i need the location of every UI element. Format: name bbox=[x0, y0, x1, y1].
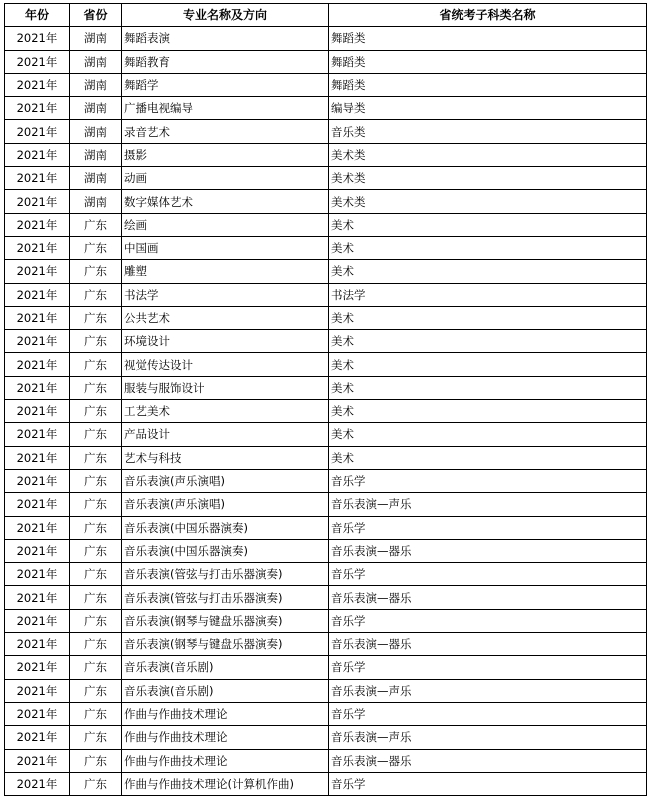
category-cell: 美术 bbox=[329, 446, 647, 469]
table-row bbox=[5, 97, 647, 120]
table-row bbox=[5, 493, 647, 516]
province-cell: 广东 bbox=[70, 283, 122, 306]
year-cell: 2021年 bbox=[5, 236, 70, 259]
table-row bbox=[5, 516, 647, 539]
major-cell: 音乐表演(管弦与打击乐器演奏) bbox=[122, 563, 329, 586]
category-cell: 音乐表演—声乐 bbox=[329, 493, 647, 516]
table-row bbox=[5, 283, 647, 306]
category-cell: 音乐学 bbox=[329, 772, 647, 795]
year-cell: 2021年 bbox=[5, 283, 70, 306]
category-cell: 美术 bbox=[329, 236, 647, 259]
major-cell: 音乐表演(管弦与打击乐器演奏) bbox=[122, 586, 329, 609]
category-cell: 音乐表演—器乐 bbox=[329, 539, 647, 562]
major-cell: 雕塑 bbox=[122, 260, 329, 283]
major-cell: 公共艺术 bbox=[122, 306, 329, 329]
category-cell: 音乐类 bbox=[329, 120, 647, 143]
major-cell: 舞蹈表演 bbox=[122, 27, 329, 50]
category-cell: 音乐学 bbox=[329, 702, 647, 725]
province-cell: 广东 bbox=[70, 330, 122, 353]
table-row bbox=[5, 73, 647, 96]
category-cell: 音乐表演—声乐 bbox=[329, 726, 647, 749]
province-cell: 广东 bbox=[70, 679, 122, 702]
province-cell: 广东 bbox=[70, 563, 122, 586]
category-cell: 音乐学 bbox=[329, 656, 647, 679]
year-cell: 2021年 bbox=[5, 353, 70, 376]
table-row bbox=[5, 143, 647, 166]
major-cell: 作曲与作曲技术理论(计算机作曲) bbox=[122, 772, 329, 795]
province-cell: 广东 bbox=[70, 702, 122, 725]
major-cell: 书法学 bbox=[122, 283, 329, 306]
category-cell: 美术 bbox=[329, 376, 647, 399]
province-cell: 广东 bbox=[70, 656, 122, 679]
major-cell: 舞蹈学 bbox=[122, 73, 329, 96]
table-row bbox=[5, 423, 647, 446]
major-cell: 工艺美术 bbox=[122, 400, 329, 423]
year-cell: 2021年 bbox=[5, 260, 70, 283]
province-cell: 广东 bbox=[70, 469, 122, 492]
year-cell: 2021年 bbox=[5, 493, 70, 516]
province-cell: 湖南 bbox=[70, 50, 122, 73]
category-cell: 编导类 bbox=[329, 97, 647, 120]
category-cell: 舞蹈类 bbox=[329, 50, 647, 73]
major-cell: 作曲与作曲技术理论 bbox=[122, 749, 329, 772]
table-row bbox=[5, 726, 647, 749]
province-cell: 广东 bbox=[70, 213, 122, 236]
year-cell: 2021年 bbox=[5, 539, 70, 562]
category-cell: 音乐学 bbox=[329, 469, 647, 492]
province-cell: 湖南 bbox=[70, 190, 122, 213]
major-cell: 环境设计 bbox=[122, 330, 329, 353]
year-cell: 2021年 bbox=[5, 27, 70, 50]
category-cell: 音乐表演—器乐 bbox=[329, 633, 647, 656]
category-cell: 美术 bbox=[329, 260, 647, 283]
table-row bbox=[5, 120, 647, 143]
year-cell: 2021年 bbox=[5, 143, 70, 166]
table-row bbox=[5, 190, 647, 213]
year-cell: 2021年 bbox=[5, 400, 70, 423]
table-row bbox=[5, 167, 647, 190]
province-cell: 广东 bbox=[70, 586, 122, 609]
major-cell: 音乐表演(音乐剧) bbox=[122, 656, 329, 679]
province-cell: 广东 bbox=[70, 353, 122, 376]
major-cell: 绘画 bbox=[122, 213, 329, 236]
table-row bbox=[5, 400, 647, 423]
major-cell: 音乐表演(声乐演唱) bbox=[122, 493, 329, 516]
major-cell: 录音艺术 bbox=[122, 120, 329, 143]
province-cell: 湖南 bbox=[70, 73, 122, 96]
major-cell: 视觉传达设计 bbox=[122, 353, 329, 376]
category-cell: 美术 bbox=[329, 306, 647, 329]
year-cell: 2021年 bbox=[5, 190, 70, 213]
year-cell: 2021年 bbox=[5, 330, 70, 353]
table-row bbox=[5, 446, 647, 469]
year-cell: 2021年 bbox=[5, 306, 70, 329]
year-cell: 2021年 bbox=[5, 516, 70, 539]
table-row bbox=[5, 609, 647, 632]
year-cell: 2021年 bbox=[5, 772, 70, 795]
table-row bbox=[5, 27, 647, 50]
year-cell: 2021年 bbox=[5, 633, 70, 656]
year-cell: 2021年 bbox=[5, 749, 70, 772]
major-cell: 音乐表演(中国乐器演奏) bbox=[122, 539, 329, 562]
category-cell: 舞蹈类 bbox=[329, 73, 647, 96]
table-row bbox=[5, 563, 647, 586]
table-row bbox=[5, 353, 647, 376]
province-cell: 广东 bbox=[70, 633, 122, 656]
year-cell: 2021年 bbox=[5, 423, 70, 446]
province-cell: 广东 bbox=[70, 400, 122, 423]
province-cell: 广东 bbox=[70, 376, 122, 399]
category-cell: 舞蹈类 bbox=[329, 27, 647, 50]
province-cell: 湖南 bbox=[70, 143, 122, 166]
table-row bbox=[5, 213, 647, 236]
major-cell: 摄影 bbox=[122, 143, 329, 166]
major-cell: 音乐表演(钢琴与键盘乐器演奏) bbox=[122, 609, 329, 632]
year-cell: 2021年 bbox=[5, 167, 70, 190]
header-category: 省统考子科类名称 bbox=[329, 4, 647, 27]
province-cell: 广东 bbox=[70, 236, 122, 259]
table-row bbox=[5, 749, 647, 772]
category-cell: 美术类 bbox=[329, 143, 647, 166]
year-cell: 2021年 bbox=[5, 656, 70, 679]
major-cell: 舞蹈教育 bbox=[122, 50, 329, 73]
year-cell: 2021年 bbox=[5, 679, 70, 702]
header-row bbox=[5, 4, 647, 27]
category-cell: 美术 bbox=[329, 423, 647, 446]
province-cell: 湖南 bbox=[70, 120, 122, 143]
year-cell: 2021年 bbox=[5, 586, 70, 609]
category-cell: 美术 bbox=[329, 400, 647, 423]
table-row bbox=[5, 633, 647, 656]
year-cell: 2021年 bbox=[5, 469, 70, 492]
major-cell: 音乐表演(声乐演唱) bbox=[122, 469, 329, 492]
category-cell: 书法学 bbox=[329, 283, 647, 306]
header-major: 专业名称及方向 bbox=[122, 4, 329, 27]
category-cell: 美术 bbox=[329, 213, 647, 236]
table-row bbox=[5, 376, 647, 399]
province-cell: 广东 bbox=[70, 493, 122, 516]
major-cell: 艺术与科技 bbox=[122, 446, 329, 469]
majors-table bbox=[4, 3, 647, 796]
major-cell: 数字媒体艺术 bbox=[122, 190, 329, 213]
category-cell: 音乐学 bbox=[329, 609, 647, 632]
province-cell: 广东 bbox=[70, 772, 122, 795]
table-row bbox=[5, 772, 647, 795]
province-cell: 广东 bbox=[70, 446, 122, 469]
year-cell: 2021年 bbox=[5, 376, 70, 399]
category-cell: 美术 bbox=[329, 330, 647, 353]
major-cell: 音乐表演(钢琴与键盘乐器演奏) bbox=[122, 633, 329, 656]
table-row bbox=[5, 50, 647, 73]
category-cell: 音乐表演—器乐 bbox=[329, 749, 647, 772]
province-cell: 湖南 bbox=[70, 27, 122, 50]
year-cell: 2021年 bbox=[5, 609, 70, 632]
category-cell: 美术类 bbox=[329, 190, 647, 213]
province-cell: 湖南 bbox=[70, 97, 122, 120]
table-row bbox=[5, 236, 647, 259]
year-cell: 2021年 bbox=[5, 120, 70, 143]
year-cell: 2021年 bbox=[5, 563, 70, 586]
year-cell: 2021年 bbox=[5, 97, 70, 120]
table-row bbox=[5, 330, 647, 353]
category-cell: 音乐表演—器乐 bbox=[329, 586, 647, 609]
category-cell: 美术类 bbox=[329, 167, 647, 190]
table-row bbox=[5, 469, 647, 492]
province-cell: 广东 bbox=[70, 749, 122, 772]
table-row bbox=[5, 679, 647, 702]
header-province: 省份 bbox=[70, 4, 122, 27]
year-cell: 2021年 bbox=[5, 702, 70, 725]
table-row bbox=[5, 539, 647, 562]
table-row bbox=[5, 260, 647, 283]
major-cell: 中国画 bbox=[122, 236, 329, 259]
major-cell: 产品设计 bbox=[122, 423, 329, 446]
table-row bbox=[5, 586, 647, 609]
province-cell: 湖南 bbox=[70, 167, 122, 190]
province-cell: 广东 bbox=[70, 516, 122, 539]
table-row bbox=[5, 656, 647, 679]
year-cell: 2021年 bbox=[5, 50, 70, 73]
province-cell: 广东 bbox=[70, 726, 122, 749]
province-cell: 广东 bbox=[70, 260, 122, 283]
category-cell: 音乐学 bbox=[329, 563, 647, 586]
province-cell: 广东 bbox=[70, 609, 122, 632]
major-cell: 服装与服饰设计 bbox=[122, 376, 329, 399]
province-cell: 广东 bbox=[70, 539, 122, 562]
category-cell: 音乐学 bbox=[329, 516, 647, 539]
province-cell: 广东 bbox=[70, 423, 122, 446]
year-cell: 2021年 bbox=[5, 213, 70, 236]
year-cell: 2021年 bbox=[5, 73, 70, 96]
major-cell: 动画 bbox=[122, 167, 329, 190]
major-cell: 作曲与作曲技术理论 bbox=[122, 726, 329, 749]
major-cell: 广播电视编导 bbox=[122, 97, 329, 120]
category-cell: 美术 bbox=[329, 353, 647, 376]
major-cell: 作曲与作曲技术理论 bbox=[122, 702, 329, 725]
year-cell: 2021年 bbox=[5, 446, 70, 469]
province-cell: 广东 bbox=[70, 306, 122, 329]
major-cell: 音乐表演(中国乐器演奏) bbox=[122, 516, 329, 539]
table-body bbox=[5, 27, 647, 796]
category-cell: 音乐表演—声乐 bbox=[329, 679, 647, 702]
table-row bbox=[5, 702, 647, 725]
year-cell: 2021年 bbox=[5, 726, 70, 749]
table-row bbox=[5, 306, 647, 329]
major-cell: 音乐表演(音乐剧) bbox=[122, 679, 329, 702]
header-year: 年份 bbox=[5, 4, 70, 27]
